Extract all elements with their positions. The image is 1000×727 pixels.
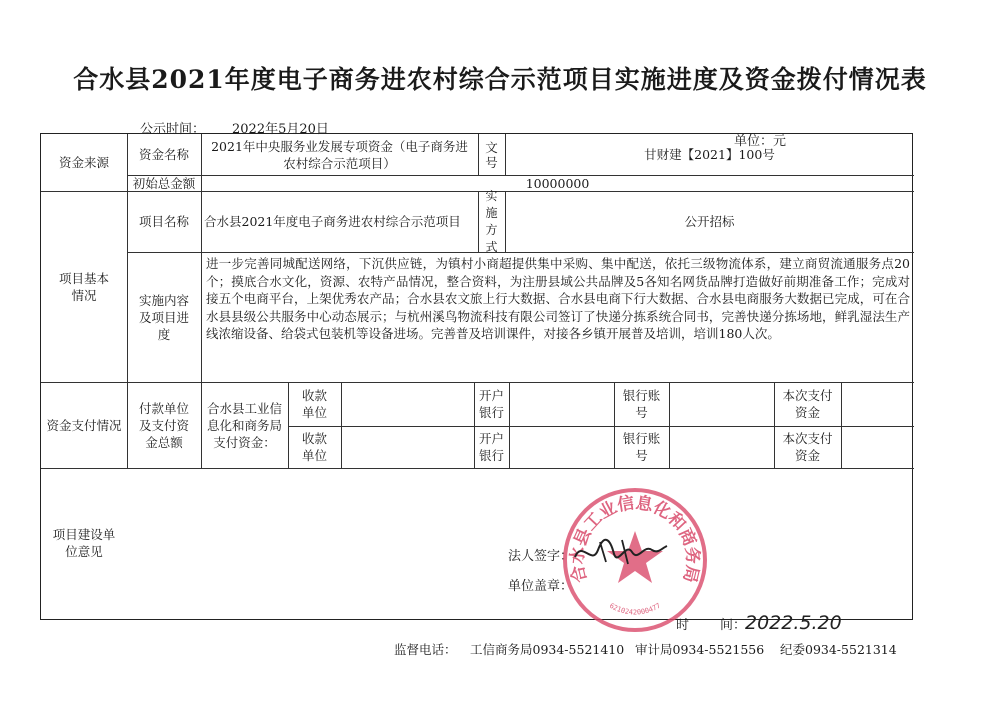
- project-name-label: 项目名称: [138, 214, 189, 229]
- report-table: [40, 133, 913, 620]
- page-title: 合水县2021年度电子商务进农村综合示范项目实施进度及资金拨付情况表: [73, 65, 927, 94]
- funds-name-label: 资金名称: [138, 147, 189, 162]
- amount-label-2: 本次支付资金: [782, 431, 833, 463]
- funds-section-label: 资金来源: [58, 155, 109, 170]
- time-label-2: 间：: [720, 618, 747, 633]
- receiver-label: 收款单位: [301, 388, 327, 420]
- total-label: 初始总金额: [132, 175, 196, 191]
- bank-label-2: 开户银行: [478, 431, 504, 463]
- seal-text: 合水县工业信息化和商务局: [567, 493, 703, 585]
- publish-date-label: 公示时间：: [140, 122, 206, 137]
- svg-text:6210242000477: [608, 602, 662, 617]
- project-name-value: 合水县2021年度电子商务进农村综合示范项目: [204, 214, 461, 229]
- handwritten-signature: [570, 532, 670, 572]
- payer-value: 合水县工业信息化和商务局 支付资金：: [207, 400, 283, 450]
- method-label: 实施方式: [485, 188, 498, 254]
- footer-label: 监督电话：: [394, 642, 457, 657]
- handwritten-date: 2022.5.20: [745, 612, 842, 634]
- content-value: 进一步完善同城配送网络，下沉供应链，为镇村小商超提供集中采购、集中配送，依托三级物流体系，建立商贸流通服务点20个；摸底合水文化，资源、农特产品情况，整合资料，为注册县域公共品牌及5各知名网货品牌打造做好前期准备工作；完成对接五个电商平台，上架优秀农产品；合水县农文旅上行大数据、合水县电商下行大数据、合水县电商服务大数据已完成，可在合水县县级公共服务中心动态展示；与杭州溪鸟物流科技有限公司签订了快递分拣系统合同书，完善快递分拣场地，鲜乳湿法生产线浓缩设备、给袋式包装机等设备进场。完善普及培训课件，对接各乡镇开展普及培训，培训180人次。: [206, 256, 910, 341]
- seal-label: 单位盖章：: [508, 579, 574, 594]
- funds-name-value: 2021年中央服务业发展专项资金（电子商务进农村综合示范项目）: [211, 138, 468, 171]
- seal-number: 6210242000477: [607, 601, 663, 617]
- account-label: 银行账号: [622, 388, 661, 420]
- payment-section-label: 资金支付情况: [46, 417, 122, 433]
- account-label-2: 银行账号: [622, 431, 661, 463]
- doc-value: 甘财建【2021】100号: [644, 147, 775, 162]
- payer-label: 付款单位及支付资金总额: [138, 400, 189, 450]
- footer-phone-2: 审计局0934-5521556: [635, 642, 765, 657]
- footer-phone-1: 工信商务局0934-5521410: [470, 642, 625, 657]
- unit-label: 单位：元: [734, 134, 787, 149]
- method-value: 公开招标: [684, 214, 735, 229]
- footer-phone-3: 纪委0934-5521314: [780, 642, 897, 657]
- total-value: 10000000: [525, 175, 590, 191]
- opinion-section-label: 项目建设单位意见: [52, 527, 116, 559]
- doc-label: 文号: [485, 139, 498, 170]
- bank-label: 开户银行: [478, 388, 504, 420]
- signer-label: 法人签字：: [508, 549, 574, 564]
- receiver-label-2: 收款单位: [301, 431, 327, 463]
- publish-date-value: 2022年5月20日: [232, 122, 329, 137]
- content-label: 实施内容及项目进度: [138, 292, 189, 342]
- amount-label: 本次支付资金: [782, 388, 833, 420]
- project-section-label: 项目基本情况: [59, 270, 110, 303]
- time-label: 时: [676, 618, 690, 633]
